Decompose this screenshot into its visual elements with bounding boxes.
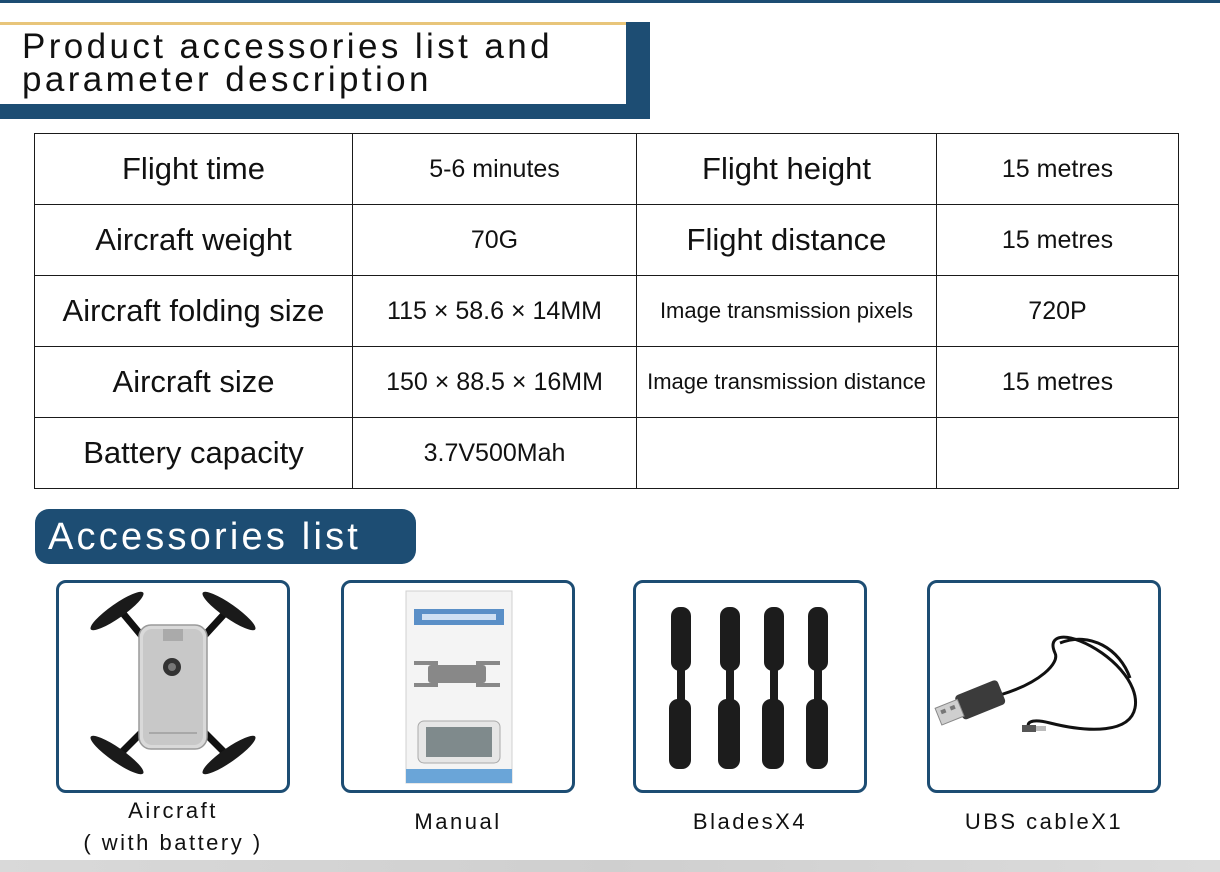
- top-divider: [0, 0, 1220, 3]
- manual-booklet-photo: [344, 583, 572, 790]
- spec-value: 115 × 58.6 × 14MM: [353, 276, 637, 347]
- spec-value: 3.7V500Mah: [353, 418, 637, 489]
- spec-value: [937, 418, 1179, 489]
- spec-value: 15 metres: [937, 134, 1179, 205]
- spec-label: Image transmission pixels: [637, 276, 937, 347]
- page-title-line-1: Product accessories list and: [22, 27, 553, 66]
- spec-label: Aircraft folding size: [35, 276, 353, 347]
- accessory-caption-usb-cable: UBS cableX1: [964, 809, 1124, 834]
- spec-label: Image transmission distance: [637, 347, 937, 418]
- spec-value: 150 × 88.5 × 16MM: [353, 347, 637, 418]
- usb-cable-photo: [930, 583, 1158, 790]
- accessories-heading: [35, 509, 416, 564]
- spec-value: 15 metres: [937, 205, 1179, 276]
- spec-label: Flight distance: [637, 205, 937, 276]
- accessories-heading-text: Accessories list: [48, 516, 362, 558]
- table-row: [35, 134, 1179, 205]
- spec-label: [637, 418, 937, 489]
- accessory-caption-aircraft: [56, 795, 290, 859]
- spec-label: Battery capacity: [35, 418, 353, 489]
- page-title-line-2: parameter description: [22, 60, 432, 99]
- table-row: [35, 347, 1179, 418]
- spec-label: Aircraft weight: [35, 205, 353, 276]
- accessory-caption-blades: BladesX4: [692, 809, 808, 834]
- caption-line: ( with battery ): [83, 830, 263, 855]
- spec-table: [34, 133, 1179, 489]
- caption-line: Aircraft: [128, 798, 218, 823]
- accessory-card-usb-cable: [927, 580, 1161, 793]
- spec-value: 70G: [353, 205, 637, 276]
- accessory-card-manual: [341, 580, 575, 793]
- spec-value: 5-6 minutes: [353, 134, 637, 205]
- table-row: [35, 276, 1179, 347]
- spec-label: Aircraft size: [35, 347, 353, 418]
- bottom-band: [0, 860, 1220, 872]
- accessory-card-blades: [633, 580, 867, 793]
- accessory-card-aircraft: [56, 580, 290, 793]
- propeller-blades-photo: [636, 583, 864, 790]
- spec-value: 720P: [937, 276, 1179, 347]
- spec-label: Flight height: [637, 134, 937, 205]
- spec-label: Flight time: [35, 134, 353, 205]
- table-row: [35, 205, 1179, 276]
- folded-drone-photo: [59, 583, 287, 790]
- page-title: [22, 27, 622, 99]
- table-row: [35, 418, 1179, 489]
- accessory-caption-manual: Manual: [414, 809, 502, 834]
- spec-value: 15 metres: [937, 347, 1179, 418]
